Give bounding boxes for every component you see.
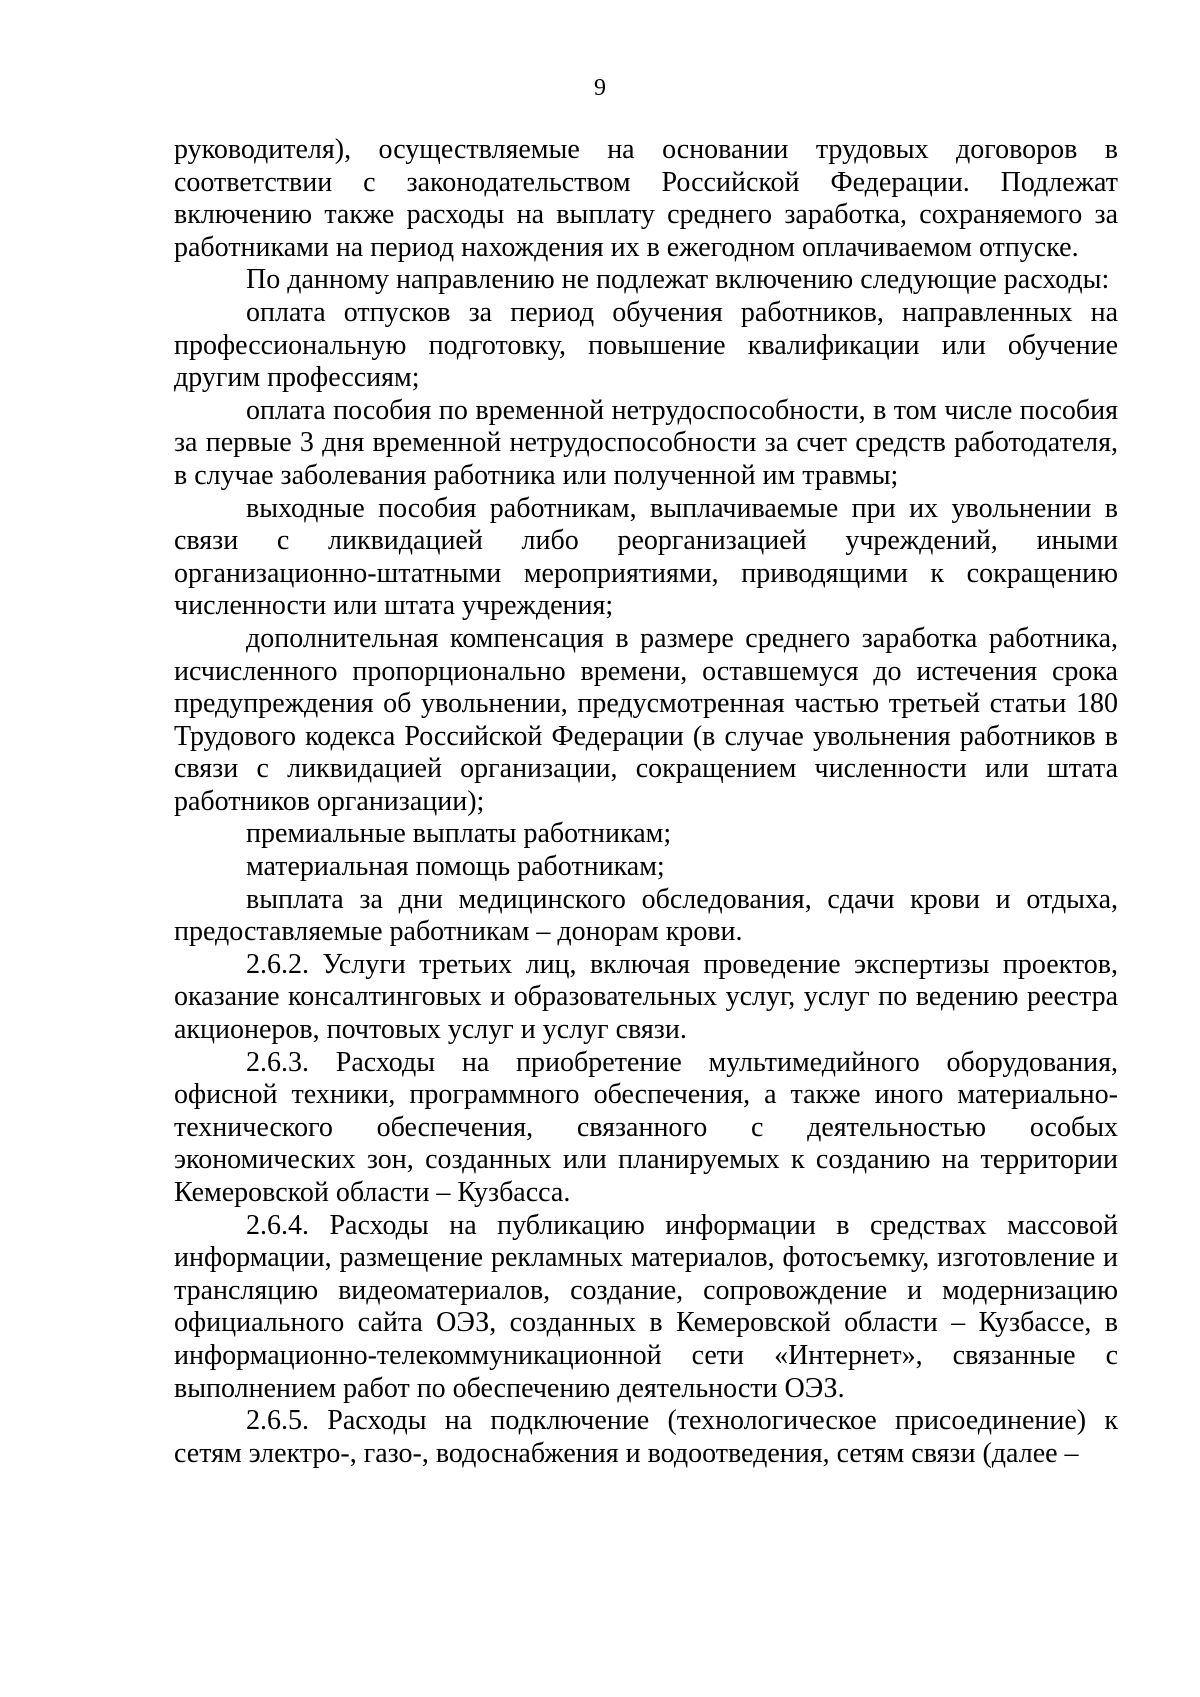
document-body [174, 134, 1118, 1470]
paragraph-section-2-6-5: 2.6.5. Расходы на подключение (технологическое присоединение) к сетям электро-, газо-, водоснабжения и водоотведения, сетям связи (далее – [174, 1405, 1118, 1469]
paragraph-list-item: выплата за дни медицинского обследования, сдачи крови и отдыха, предоставляемые работникам – донорам крови. [174, 883, 1118, 948]
paragraph-section-2-6-2: 2.6.2. Услуги третьих лиц, включая проведение экспертизы проектов, оказание консалтинговых и образовательных услуг, услуг по ведению реестра акционеров, почтовых услуг и услуг связи. [174, 948, 1118, 1046]
paragraph-list-item: оплата отпусков за период обучения работников, направленных на профессиональную подготовку, повышение квалификации или обучение другим профессиям; [174, 296, 1118, 394]
paragraph-list-item: материальная помощь работникам; [246, 851, 665, 883]
page-number: 9 [594, 75, 606, 101]
paragraph-list-item: выходные пособия работникам, выплачиваемые при их увольнении в связи с ликвидацией либо реорганизацией учреждений, иными организационно-штатными мероприятиями, приводящими к сокращению численности или штата учреждения; [174, 492, 1118, 622]
paragraph-exclusions-intro: По данному направлению не подлежат включению следующие расходы: [246, 264, 1110, 296]
paragraph-list-item: оплата пособия по временной нетрудоспособности, в том числе пособия за первые 3 дня временной нетрудоспособности за счет средств работодателя, в случае заболевания работника или полученной им травмы; [174, 394, 1118, 491]
paragraph-section-2-6-3: 2.6.3. Расходы на приобретение мультимедийного оборудования, офисной техники, программного обеспечения, а также иного материально-технического обеспечения, связанного с деятельностью особых экономических зон, созданных или планируемых к созданию на территории Кемеровской области – Кузбасса. [174, 1046, 1118, 1208]
paragraph-section-2-6-4: 2.6.4. Расходы на публикацию информации в средствах массовой информации, размещение рекламных материалов, фотосъемку, изготовление и трансляцию видеоматериалов, создание, сопровождение и модернизацию официального сайта ОЭЗ, созданных в Кемеровской области – Кузбассе, в информационно-телекоммуникационной сети «Интернет», связанные с выполнением работ по обеспечению деятельности ОЭЗ. [174, 1209, 1118, 1404]
paragraph-continuation: руководителя), осуществляемые на основании трудовых договоров в соответствии с законодательством Российской Федерации. Подлежат включению также расходы на выплату среднего заработка, сохраняемого за работниками на период нахождения их в ежегодном оплачиваемом отпуске. [174, 134, 1118, 263]
paragraph-list-item: премиальные выплаты работникам; [246, 818, 672, 850]
paragraph-list-item: дополнительная компенсация в размере среднего заработка работника, исчисленного пропорционально времени, оставшемуся до истечения срока предупреждения об увольнении, предусмотренная частью третьей статьи 180 Трудового кодекса Российской Федерации (в случае увольнения работников в связи с ликвидацией организации, сокращением численности или штата работников организации); [174, 622, 1118, 817]
